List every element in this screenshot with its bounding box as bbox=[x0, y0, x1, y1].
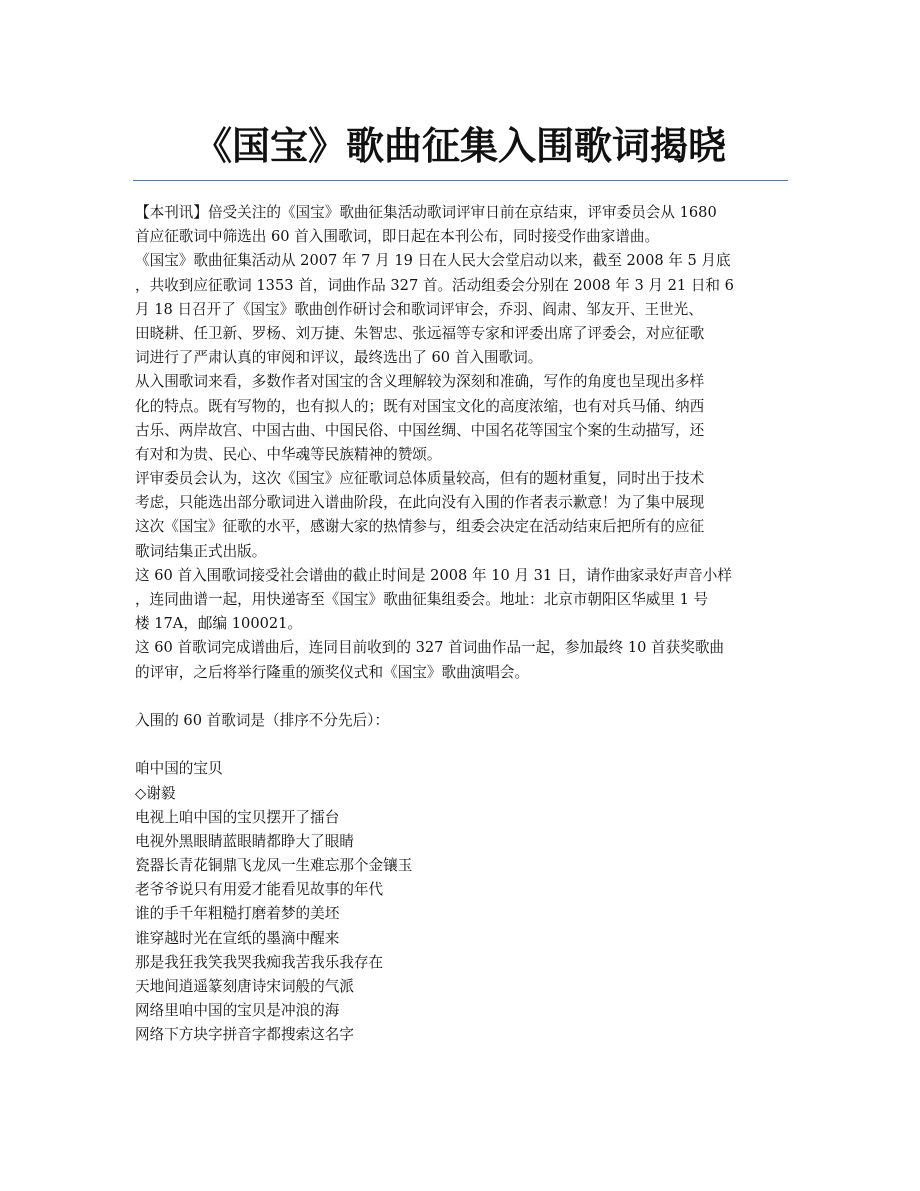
lyric-line: 电视外黑眼睛蓝眼睛都睁大了眼睛 bbox=[135, 832, 354, 850]
paragraph-line: 考虑，只能选出部分歌词进入谱曲阶段，在此向没有入围的作者表示歉意！为了集中展现 bbox=[135, 494, 705, 512]
article-body bbox=[135, 201, 787, 1048]
paragraph-line: 的评审，之后将举行隆重的颁奖仪式和《国宝》歌曲演唱会。 bbox=[135, 663, 530, 681]
title-divider bbox=[133, 180, 788, 181]
paragraph-line: ，共收到应征歌词 1353 首，词曲作品 327 首。活动组委会分别在 2008 年 3 月 21 日和 6 bbox=[135, 276, 734, 294]
paragraph-line: 首应征歌词中筛选出 60 首入围歌词，即日起在本刊公布，同时接受作曲家谱曲。 bbox=[135, 228, 660, 246]
paragraph-line: 化的特点。既有写物的，也有拟人的；既有对国宝文化的高度浓缩，也有对兵马俑、纳西 bbox=[135, 397, 705, 415]
lyric-line: 谁穿越时光在宣纸的墨滴中醒来 bbox=[135, 929, 340, 947]
paragraph-line: 古乐、两岸故宫、中国古曲、中国民俗、中国丝绸、中国名花等国宝个案的生动描写，还 bbox=[135, 421, 705, 439]
paragraph-line: 【本刊讯】倍受关注的《国宝》歌曲征集活动歌词评审日前在京结束，评审委员会从 1680 bbox=[135, 204, 717, 221]
lyric-line: 那是我狂我笑我哭我痴我苦我乐我存在 bbox=[135, 953, 384, 971]
list-intro: 入围的 60 首歌词是（排序不分先后）： bbox=[135, 711, 390, 729]
lyric-line: 谁的手千年粗糙打磨着梦的美坯 bbox=[135, 905, 340, 923]
lyric-line: 老爷爷说只有用爱才能看见故事的年代 bbox=[135, 881, 384, 899]
spacer bbox=[135, 685, 787, 709]
paragraph-line: 有对和为贵、民心、中华魂等民族精神的赞颂。 bbox=[135, 445, 442, 463]
paragraph-line: 楼 17A，邮编 100021。 bbox=[135, 615, 303, 633]
paragraph-line: 评审委员会认为，这次《国宝》应征歌词总体质量较高，但有的题材重复，同时出于技术 bbox=[135, 470, 705, 488]
song-author: ◇谢毅 bbox=[135, 784, 176, 802]
paragraph-line: 这次《国宝》征歌的水平，感谢大家的热情参与，组委会决定在活动结束后把所有的应征 bbox=[135, 518, 705, 536]
paragraph-line: 从入围歌词来看，多数作者对国宝的含义理解较为深刻和准确，写作的角度也呈现出多样 bbox=[135, 373, 705, 391]
lyric-line: 瓷器长青花铜鼎飞龙凤一生难忘那个金镶玉 bbox=[135, 857, 413, 875]
lyric-line: 网络下方块字拼音字都搜索这名字 bbox=[135, 1026, 354, 1044]
paragraph-line: 田晓耕、任卫新、罗杨、刘万捷、朱智忠、张远福等专家和评委出席了评委会，对应征歌 bbox=[135, 324, 705, 342]
lyric-line: 网络里咱中国的宝贝是冲浪的海 bbox=[135, 1002, 340, 1020]
paragraph-line: 《国宝》歌曲征集活动从 2007 年 7 月 19 日在人民大会堂启动以来，截至 2008 年 5 月底 bbox=[135, 252, 731, 270]
paragraph-line: 这 60 首入围歌词接受社会谱曲的截止时间是 2008 年 10 月 31 日，请作曲家录好声音小样 bbox=[135, 566, 732, 584]
song-title: 咱中国的宝贝 bbox=[135, 760, 223, 778]
paragraph-line: 词进行了严肃认真的审阅和评议，最终选出了 60 首入围歌词。 bbox=[135, 349, 543, 367]
paragraph-line: 月 18 日召开了《国宝》歌曲创作研讨会和歌词评审会，乔羽、阎肃、邹友开、王世光、 bbox=[135, 300, 703, 318]
paragraph-line: 歌词结集正式出版。 bbox=[135, 542, 267, 560]
page-title: 《国宝》歌曲征集入围歌词揭晓 bbox=[193, 124, 726, 168]
paragraph-line: ，连同曲谱一起，用快递寄至《国宝》歌曲征集组委会。地址：北京市朝阳区华威里 1 号 bbox=[135, 591, 709, 608]
paragraph-line: 这 60 首歌词完成谱曲后，连同目前收到的 327 首词曲作品一起，参加最终 10 首获奖歌曲 bbox=[135, 639, 725, 657]
lyric-line: 电视上咱中国的宝贝摆开了擂台 bbox=[135, 808, 340, 826]
spacer bbox=[135, 733, 787, 757]
lyric-line: 天地间逍遥篆刻唐诗宋词般的气派 bbox=[135, 978, 354, 995]
